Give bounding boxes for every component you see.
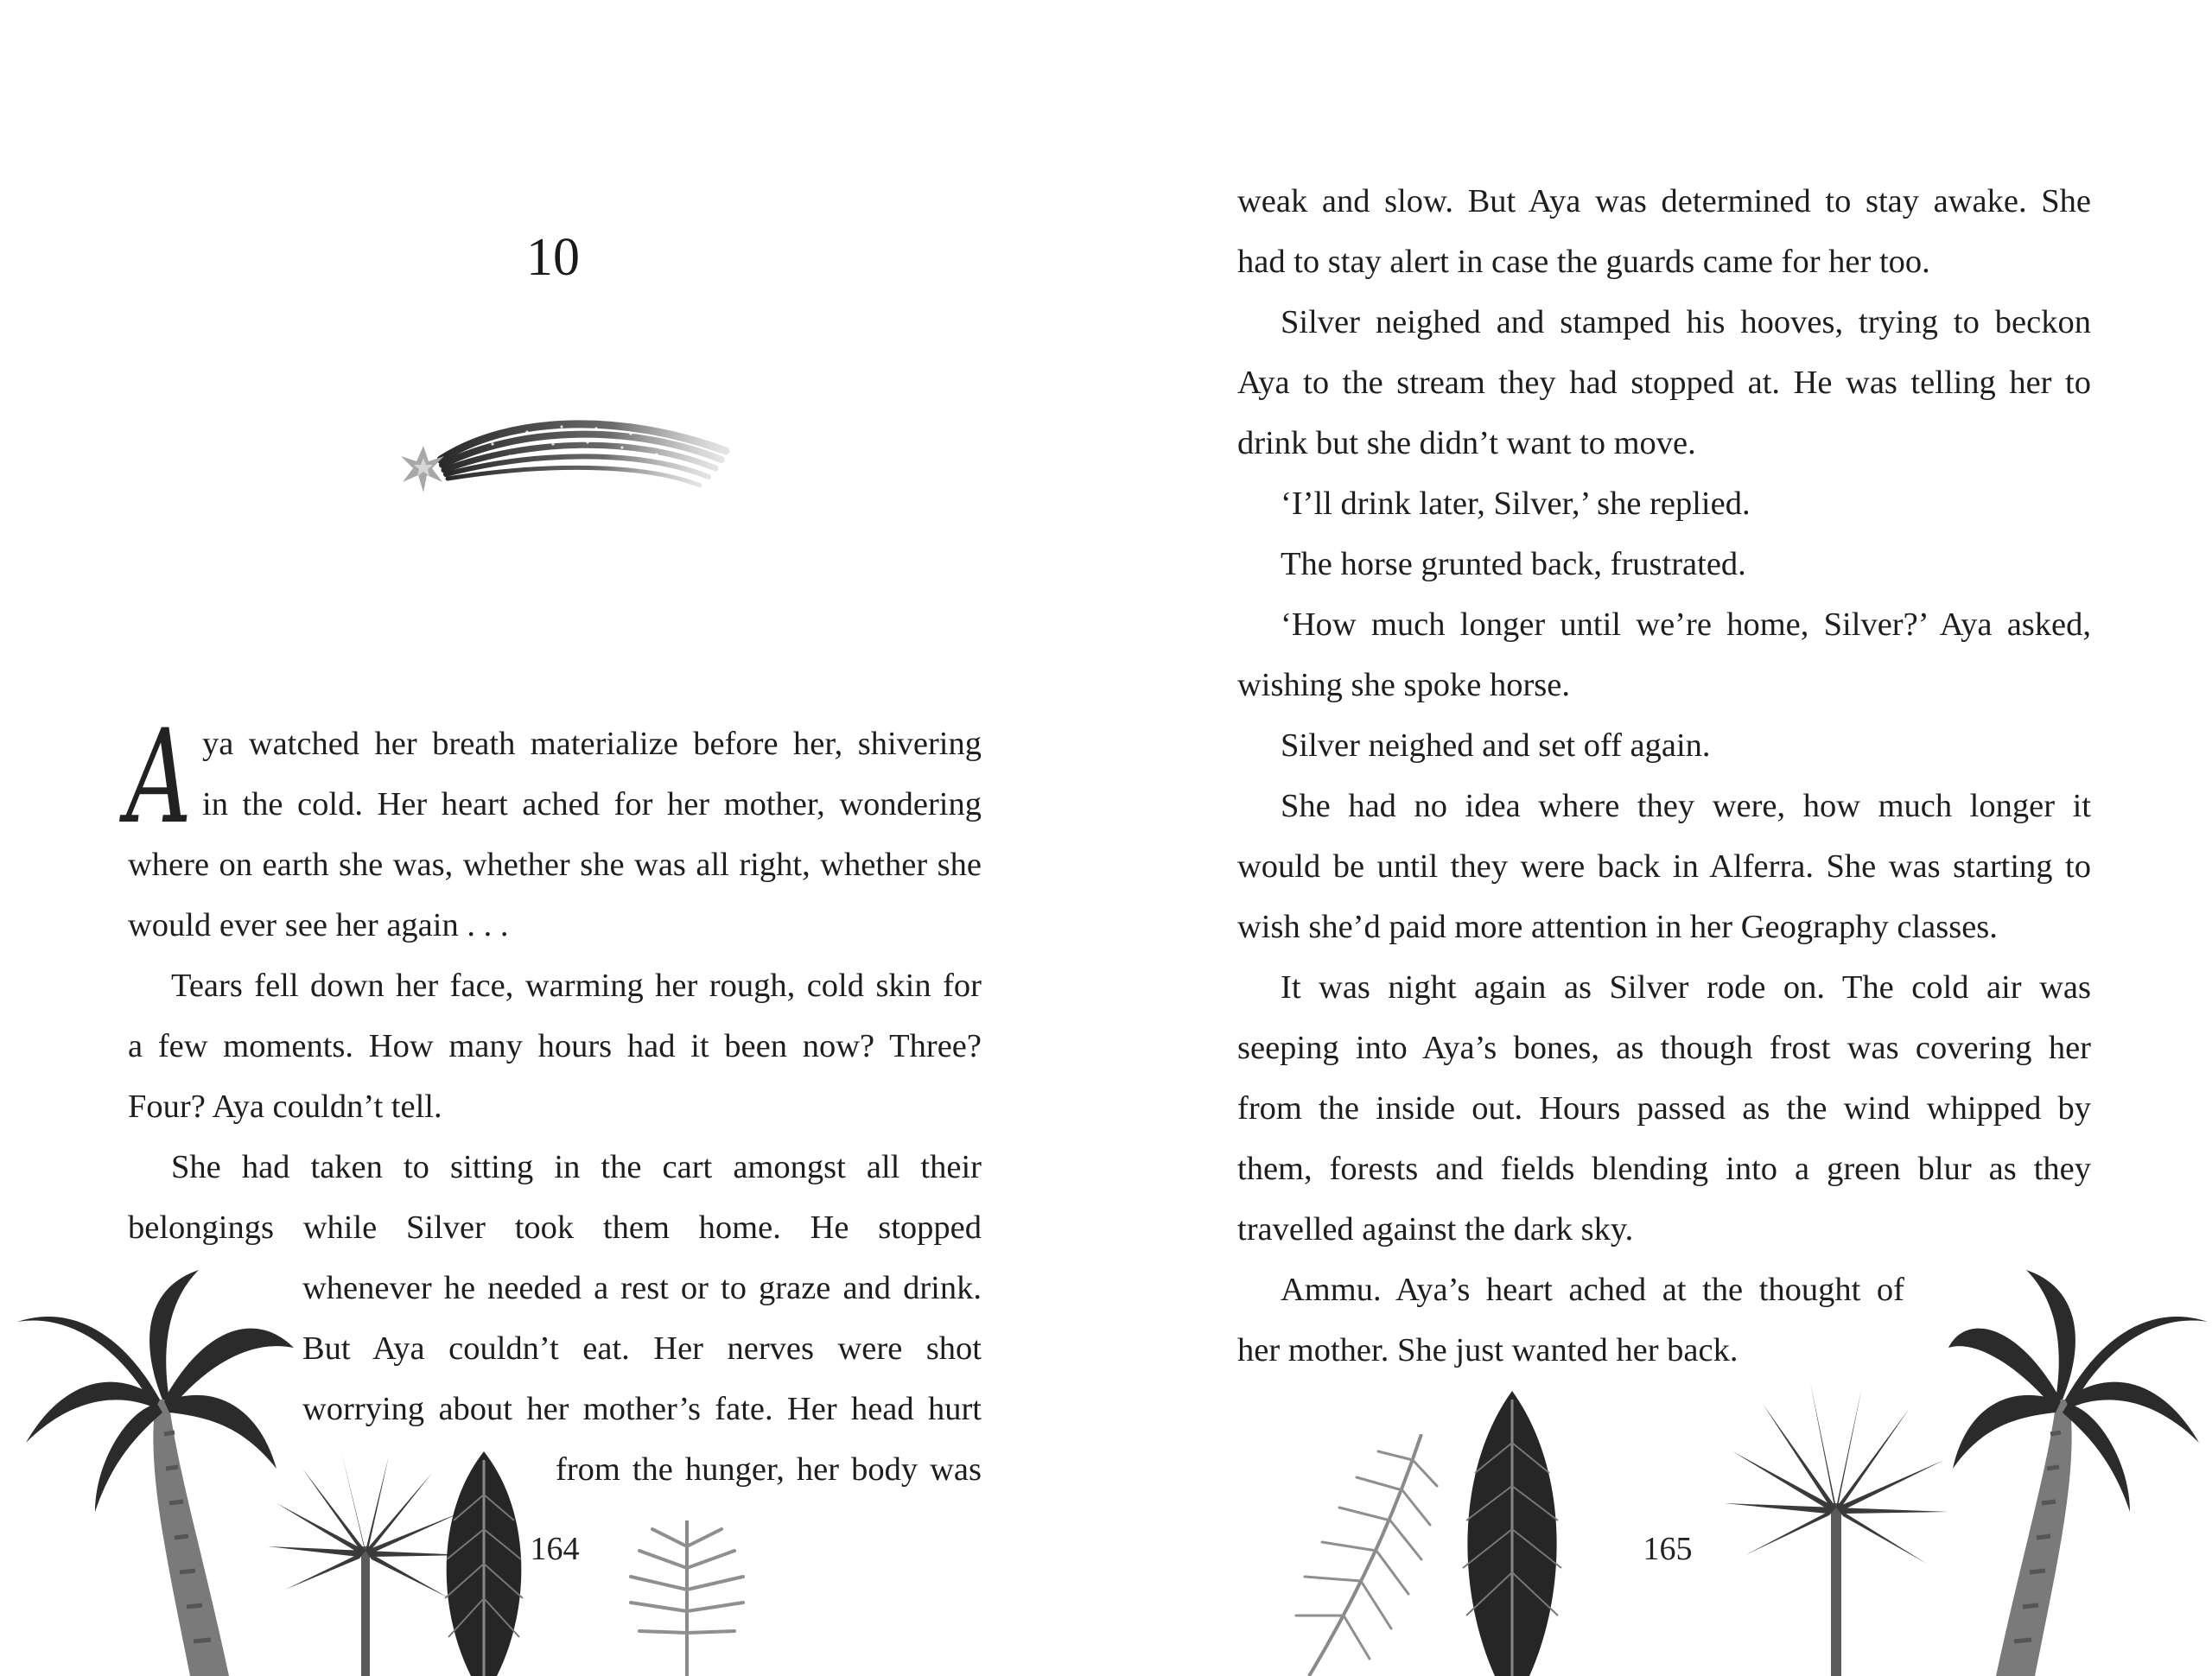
- text-line: The horse grunted back, frustrated.: [1281, 546, 1746, 582]
- text-line: travelled against the dark sky.: [1237, 1211, 1634, 1247]
- text-line: Tears fell down her face, warming her rough, cold skin for: [171, 968, 982, 1004]
- text-line: wish she’d paid more attention in her Geography classes.: [1237, 909, 1998, 945]
- text-line: worrying about her mother’s fate. Her head hurt: [302, 1391, 982, 1427]
- chapter-number: 10: [526, 228, 580, 287]
- text-line: Four? Aya couldn’t tell.: [128, 1089, 442, 1125]
- text-line: She had taken to sitting in the cart amongst all their: [171, 1149, 982, 1185]
- text-line: But Aya couldn’t eat. Her nerves were shot: [302, 1330, 982, 1367]
- text-line: It was night again as Silver rode on. The cold air was: [1281, 969, 2091, 1006]
- text-line: in the cold. Her heart ached for her mother, wondering: [202, 786, 982, 822]
- drop-cap: A: [126, 702, 192, 853]
- text-line: belongings while Silver took them home. He stopped: [128, 1209, 982, 1246]
- text-line: Silver neighed and set off again.: [1281, 727, 1711, 764]
- text-line: Aya to the stream they had stopped at. He was telling her to: [1237, 365, 2091, 401]
- text-line: would ever see her again . . .: [128, 907, 509, 943]
- text-line: where on earth she was, whether she was all right, whether she: [128, 847, 982, 883]
- text-line: ‘I’ll drink later, Silver,’ she replied.: [1281, 486, 1751, 522]
- text-line: had to stay alert in case the guards came for her too.: [1237, 244, 1930, 280]
- page-number: 164: [530, 1531, 580, 1567]
- text-line: ‘How much longer until we’re home, Silver?’ Aya asked,: [1281, 606, 2091, 643]
- text-line: weak and slow. But Aya was determined to stay awake. She: [1237, 183, 2091, 219]
- text-line: them, forests and fields blending into a green blur as they: [1237, 1151, 2091, 1187]
- palm-tree-icon: [17, 1270, 294, 1676]
- fern-frond-icon: [626, 1520, 747, 1676]
- text-line: Ammu. Aya’s heart ached at the thought of: [1281, 1272, 1904, 1308]
- banana-leaf-icon: [1456, 1391, 1568, 1676]
- text-line: She had no idea where they were, how much longer it: [1281, 788, 2091, 824]
- text-line: her mother. She just wanted her back.: [1237, 1332, 1738, 1368]
- text-line: whenever he needed a rest or to graze and drink.: [302, 1270, 982, 1306]
- text-line: would be until they were back in Alferra. She was starting to: [1237, 848, 2091, 885]
- shooting-star-icon: [389, 406, 734, 510]
- fern-frond-icon: [1292, 1434, 1439, 1676]
- text-line: wishing she spoke horse.: [1237, 667, 1570, 703]
- banana-leaf-icon: [436, 1451, 531, 1676]
- text-line: Silver neighed and stamped his hooves, trying to beckon: [1281, 304, 2091, 340]
- palm-tree-icon: [1948, 1270, 2208, 1676]
- page-number: 165: [1643, 1531, 1693, 1567]
- fan-palm-icon: [1724, 1382, 1948, 1676]
- text-line: from the inside out. Hours passed as the wind whipped by: [1237, 1090, 2091, 1127]
- text-line: seeping into Aya’s bones, as though frost was covering her: [1237, 1030, 2091, 1066]
- text-line: a few moments. How many hours had it been now? Three?: [128, 1028, 982, 1064]
- right-page: [1106, 0, 2212, 1676]
- text-line: from the hunger, her body was: [556, 1451, 982, 1488]
- text-line: drink but she didn’t want to move.: [1237, 425, 1696, 461]
- text-line: ya watched her breath materialize before her, shivering: [202, 726, 982, 762]
